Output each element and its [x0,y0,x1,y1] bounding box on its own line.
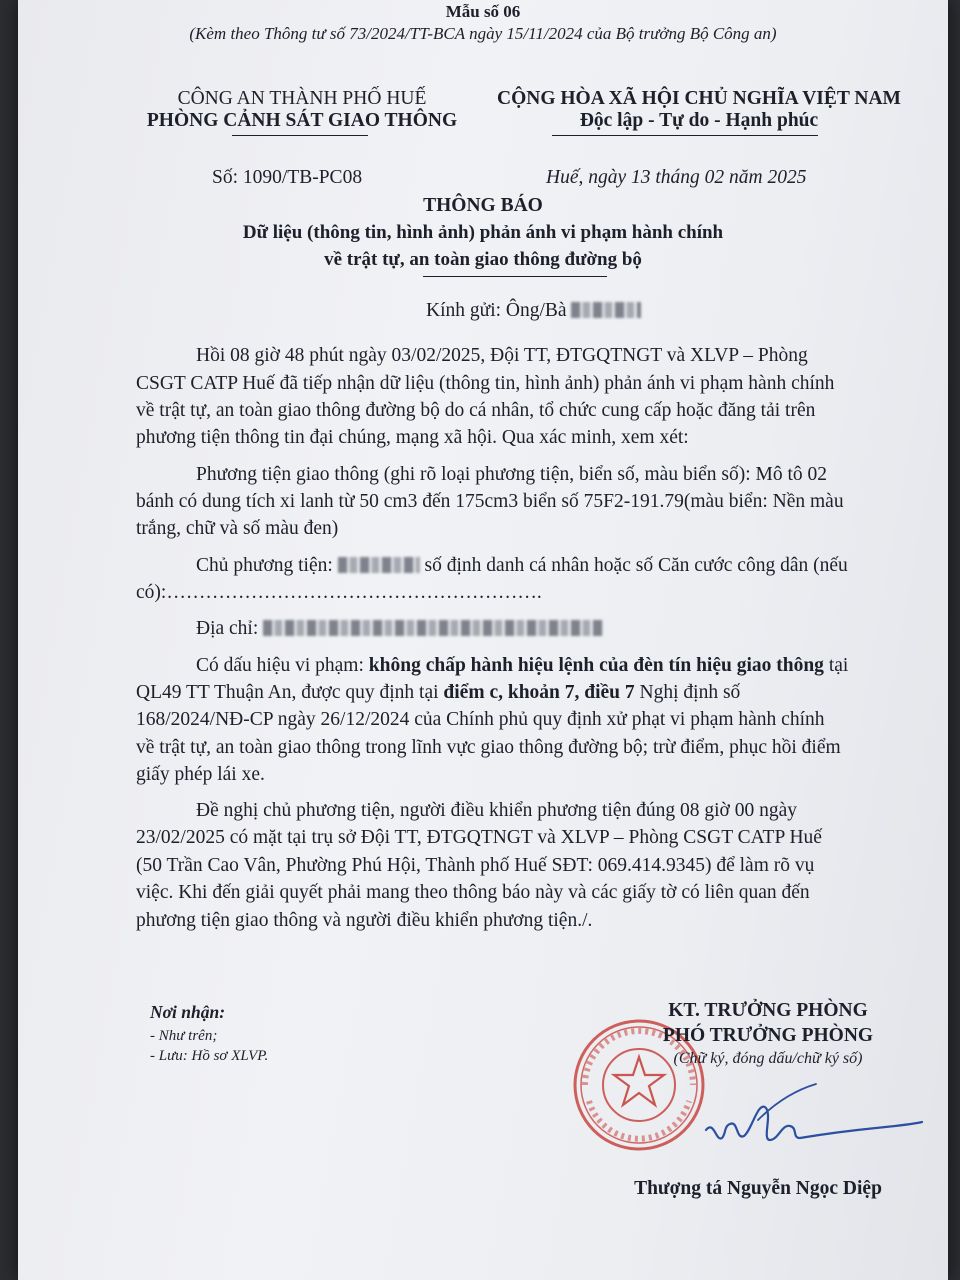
recipient-label: Kính gửi: Ông/Bà [426,300,567,321]
signer-name: Thượng tá Nguyễn Ngọc Diệp [634,1178,882,1199]
request-line: việc. Khi đến giải quyết phải mang theo thông báo này và các giấy tờ có liên quan đến [136,882,810,903]
paragraph-1-line: Hồi 08 giờ 48 phút ngày 03/02/2025, Đội TT, ĐTGQTNGT và XLVP – Phòng [196,345,808,366]
recipients-item: - Như trên; [150,1028,218,1044]
violation-line: 168/2024/NĐ-CP ngày 26/12/2024 của Chính phủ quy định xử phạt vi phạm hành chính [136,709,825,730]
redacted-recipient-name [571,302,641,318]
title-underline [423,276,607,277]
motto-underline [552,135,818,136]
form-reference: (Kèm theo Thông tư số 73/2024/TT-BCA ngày 15/11/2024 của Bộ trưởng Bộ Công an) [189,24,777,43]
owner-line [196,555,848,577]
violation-line [136,682,740,704]
request-line: Đề nghị chủ phương tiện, người điều khiển phương tiện đúng 08 giờ 00 ngày [196,800,798,821]
document-subtitle-1: Dữ liệu (thông tin, hình ảnh) phản ánh vi phạm hành chính [242,222,724,243]
document-subtitle-2: về trật tự, an toàn giao thông đường bộ [324,249,642,270]
redacted-address [263,620,603,636]
paragraph-1-line: về trật tự, an toàn giao thông đường bộ do cá nhân, tổ chức cung cấp hoặc đăng tải trên [136,400,816,421]
nation-name: CỘNG HÒA XÃ HỘI CHỦ NGHĨA VIỆT NAM [497,88,901,109]
owner-id-text: số định danh cá nhân hoặc số Căn cước công dân (nếu [424,555,848,576]
violation-suffix: tại [823,655,849,676]
agency-parent: CÔNG AN THÀNH PHỐ HUẾ [177,88,427,109]
handwritten-signature-icon [666,1080,926,1170]
recipients-title: Nơi nhận: [150,1002,226,1022]
address-line [196,618,603,640]
document-title: THÔNG BÁO [423,195,543,216]
request-line: 23/02/2025 có mặt tại trụ sở Đội TT, ĐTGQTNGT và XLVP – Phòng CSGT CATP Huế [136,827,822,848]
document-number: Số: 1090/TB-PC08 [212,167,363,188]
owner-label: Chủ phương tiện: [196,555,333,576]
signature-title-2: PHÓ TRƯỞNG PHÒNG [662,1025,874,1046]
recipient-line [426,300,641,322]
paragraph-1-line: phương tiện thông tin đại chúng, mạng xã hội. Qua xác minh, xem xét: [136,427,689,448]
violation-line: về trật tự, an toàn giao thông trong lĩnh vực giao thông đường bộ; trừ điểm, phục hồi điểm [136,737,841,758]
form-number: Mẫu số 06 [445,2,521,21]
violation-prefix: Có dấu hiệu vi phạm: [196,655,369,676]
recipients-item: - Lưu: Hồ sơ XLVP. [150,1048,269,1064]
request-line: (50 Trần Cao Vân, Phường Phú Hội, Thành phố Huế SĐT: 069.414.9345) để làm rõ vụ [136,855,815,876]
address-label: Địa chỉ: [196,618,259,639]
violation-line [196,655,848,677]
owner-id-line: có):…………………………………………………. [136,582,542,603]
signature-title-1: KT. TRƯỞNG PHÒNG [668,1000,868,1021]
document-date: Huế, ngày 13 tháng 02 năm 2025 [546,167,807,188]
violation-decree-label: Nghị định số [634,682,741,703]
vehicle-line: Phương tiện giao thông (ghi rõ loại phương tiện, biển số, màu biển số): Mô tô 02 [196,464,828,485]
signature-note: (Chữ ký, đóng dấu/chữ ký số) [673,1050,863,1067]
agency-name: PHÒNG CẢNH SÁT GIAO THÔNG [146,110,458,131]
violation-line: giấy phép lái xe. [136,764,265,785]
violation-description: không chấp hành hiệu lệnh của đèn tín hiệu giao thông [368,655,824,676]
redacted-owner-name [338,557,420,573]
request-line: phương tiện giao thông và người điều khiển phương tiện./. [136,910,593,931]
violation-article: điểm c, khoản 7, điều 7 [443,682,635,703]
paragraph-1-line: CSGT CATP Huế đã tiếp nhận dữ liệu (thông tin, hình ảnh) phản ánh vi phạm hành chính [136,373,835,394]
document-page [18,0,948,1280]
nation-motto: Độc lập - Tự do - Hạnh phúc [579,110,819,131]
violation-location: QL49 TT Thuận An, được quy định tại [136,682,444,703]
vehicle-line: bánh có dung tích xi lanh từ 50 cm3 đến 175cm3 biển số 75F2-191.79(màu biển: Nền màu [136,491,844,512]
agency-underline [232,135,368,136]
vehicle-line: trắng, chữ và số màu đen) [136,518,339,539]
